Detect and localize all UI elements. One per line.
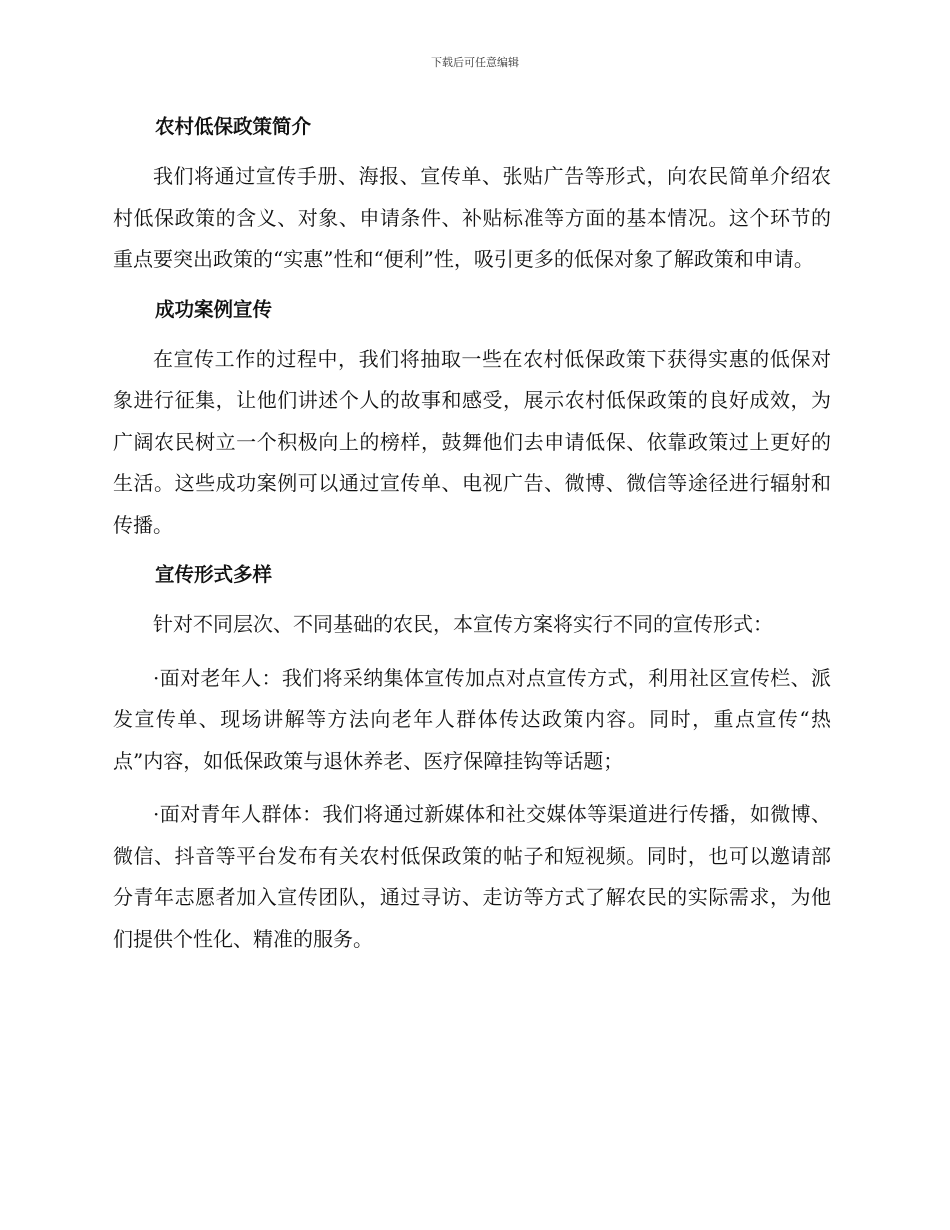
document-body	[113, 110, 831, 972]
paragraph: 我们将通过宣传手册、海报、宣传单、张贴广告等形式，向农民简单介绍农村低保政策的含义、对象、申请条件、补贴标准等方面的基本情况。这个环节的重点要突出政策的“实惠”性和“便利”性，吸引更多的低保对象了解政策和申请。	[113, 164, 831, 271]
paragraph: 针对不同层次、不同基础的农民，本宣传方案将实行不同的宣传形式：	[153, 612, 773, 636]
bullet-paragraph-youth: ·面对青年人群体：我们将通过新媒体和社交媒体等渠道进行传播，如微博、微信、抖音等平台发布有关农村低保政策的帖子和短视频。同时，也可以邀请部分青年志愿者加入宣传团队，通过寻访、走访等方式了解农民的实际需求，为他们提供个性化、精准的服务。	[113, 802, 831, 951]
section-title: 宣传形式多样	[155, 563, 273, 586]
section-success-cases	[113, 293, 831, 547]
section-title: 成功案例宣传	[155, 297, 273, 321]
paragraph: 在宣传工作的过程中，我们将抽取一些在农村低保政策下获得实惠的低保对象进行征集，让他们讲述个人的故事和感受，展示农村低保政策的良好成效，为广阔农民树立一个积极向上的榜样，鼓舞他们去申请低保、依靠政策过上更好的生活。这些成功案例可以通过宣传单、电视广告、微博、微信等途径进行辐射和传播。	[113, 346, 831, 537]
section-diverse-forms	[113, 558, 831, 960]
section-policy-intro	[113, 110, 831, 281]
bullet-paragraph-elderly: ·面对老年人：我们将采纳集体宣传加点对点宣传方式，利用社区宣传栏、派发宣传单、现场讲解等方法向老年人群体传达政策内容。同时，重点宣传“热点”内容，如低保政策与退休养老、医疗保障挂钩等话题；	[113, 665, 831, 773]
header-note: 下载后可任意编辑	[431, 56, 519, 69]
section-title: 农村低保政策简介	[155, 115, 312, 138]
